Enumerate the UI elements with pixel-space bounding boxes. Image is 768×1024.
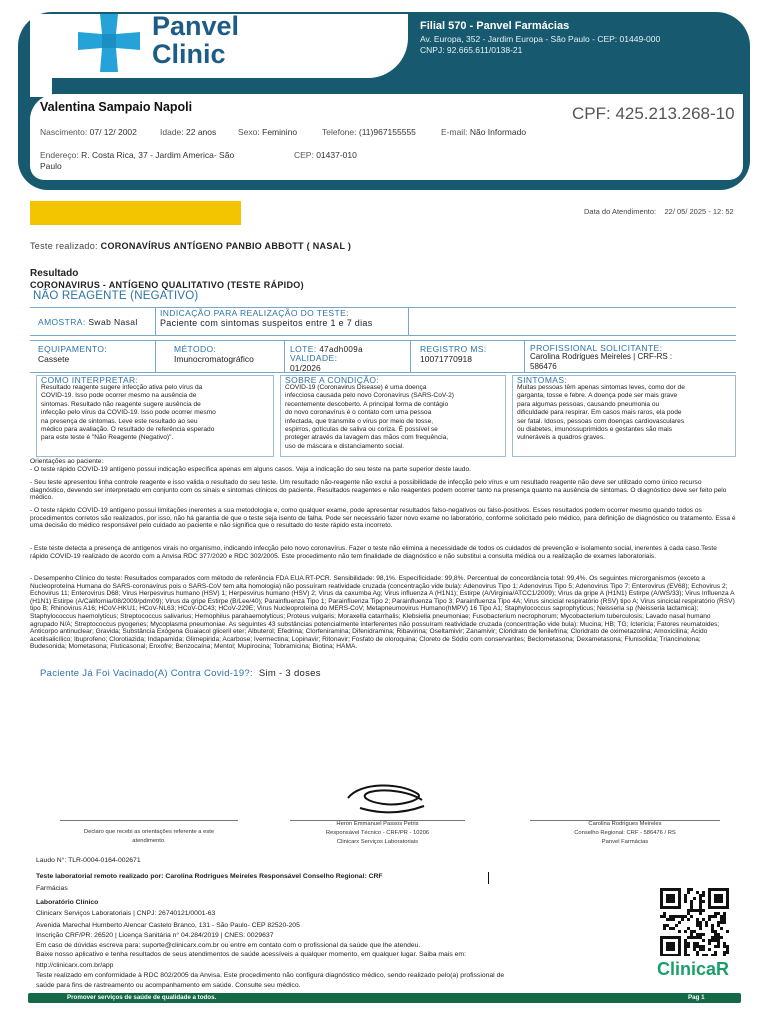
text-line: Muitas pessoas têm apenas sintomas leves, como dor de xyxy=(517,384,685,391)
filial-address: Av. Europa, 352 - Jardim Europa - São Paulo - CEP: 01449-000 xyxy=(420,34,661,44)
orientacoes-p3: - O teste rápido COVID-19 antígeno possui limitações inerentes a sua metodologia e, como qualquer exame, pode apresentar resultados falso-negativos ou falso-positivos. Esses resultados podem ocorrer mesmo quando todos os procedimentos corretos são realizados, por isso, não há garantia de que o teste seja isento de falha. Pode ser necessário fazer novo exame no laboratório, conforme solicitado pelo médico, para definição de diagnóstico ou tratamento. Essa é uma decisão do médico responsável pelo cuidado ao paciente e não significa que o resultado do teste rápido esta incorreto. xyxy=(30,507,736,530)
patient-cpf: CPF: 425.213.268-10 xyxy=(572,104,735,123)
logo-area-corner xyxy=(30,75,52,97)
validade-value: 01/2026 xyxy=(290,363,321,373)
qr-code-icon[interactable] xyxy=(660,888,730,956)
attendance-date: Data do Atendimento: 22/ 05/ 2025 - 12: 52 xyxy=(584,207,734,216)
indicacao-label: INDICAÇÃO PARA REALIZAÇÃO DO TESTE: xyxy=(160,308,349,318)
orientacoes-title: Orientações ao paciente: xyxy=(30,458,104,465)
text-cursor xyxy=(488,872,489,884)
interpretar-text xyxy=(41,384,271,443)
text-line: dificuldade para respirar. Em casos mais raros, ela pode xyxy=(517,409,682,417)
table-divider xyxy=(524,340,525,372)
lote-label: LOTE: 47adh009a xyxy=(290,344,363,354)
text-line: espirros, gotículas de saliva ou coriza. É possível se xyxy=(285,426,438,434)
page-number: Pag 1 xyxy=(688,994,705,1001)
lab-line-5: Baixe nosso aplicativo e tenha resultados de seus atendimentos de saúde acessíveis a qualquer momento, em qualquer lugar. Saiba mais em: xyxy=(36,951,466,958)
result-title: Resultado xyxy=(30,268,79,279)
equipamento-value: Cassete xyxy=(38,354,70,364)
text-line: infectada, que transmite o vírus por meio de tosse, xyxy=(285,417,434,425)
test-performed: Teste realizado: CORONAVÍRUS ANTÍGENO PANBIO ABBOTT ( NASAL ) xyxy=(30,241,352,251)
metodo-value: Imunocromatográfico xyxy=(174,354,254,364)
laudo-number: Laudo N°: TLR-0004-0164-002671 xyxy=(36,857,141,864)
orientacoes-p5: - Desempenho Clínico do teste: Resultados comparados com método de referência FDA EUA RT-PCR. Sensibilidade: 98,1%. Especificidade: 99,8%. Percentual de concordância total: 99,4%. Os seguintes microrganismos (exceto a Nucleoproteína Humana do SARS-coronavírus pois o SARS-CoV tem alta homologia) não possuíram reatividade cruzada (concentração vide bula): Adenovirus Tipo 1; Adenovirus Tipo 5; Adenovirus Tipo 7; Enterovirus (EV68); Echovirus 2; Echovirus 11; Enterovirus D68; Virus Herpesvirus humano (HSV) 1; Herpesvirus humano (HSV) 2; Virus da caxumba Ag; Virus influenza A (H1N1); Estirpe (A/Virginia/ATCC1/2009); Virus da gripe A (H1N1) Estirpe (A/WS/33); Virus Influenza A (H1N1) Estirpe (A/California/08/2009/pdm09); Virus da gripe Estirpe (B/Lee/40); Parainfluenza Tipo 1; Parainfluenza Tipo 2; Parainfluenza Tipo 3; Parainfluenza Tipo 4A; Virus sincicial respiratório (RSV) tipo A; Virus sincicial respiratório (RSV) tipo B; Rhinovirus A16; HCoV-HKU1; HCoV-NL63; HCoV-OC43; HCoV-229E; Virus Nucleoproteina do MERS-CoV; Metapneumovirus Humano(hMPV) 16 Tipo A1; Staphylococcus saprophyticus; Neisseria sp (Neisseria lactamica); Staphylococcus haemolyticus; Streptococcus salivarius; Hemophilus parahaemolyticus; Proteus vulgaris; Moraxella catarrhalis; Klebsiella pneumoniae; Fusobacterium necrophorum; Mycobacterium tuberculosis; Lavado nasal humano agrupado N/A; Streptococcus pyogenes; Mycoplasma pneumoniae. As seguintes 43 substâncias potencialmente interferentes não possuíram reatividade cruzada (concentração vide bula): Mucina; HB; TG; Icterícia; Fatores reumatoides; Anticorpo antinuclear; Gravida; Substância Exógena Guaiacol gliceril eter; Albuterol; Efedrina; Clorfeniramina; Difenidramina; Ribavirina; Oseltamivir; Zanamivir; Cloridrato de fenilefrina; Cloridrato de oximetazolina; Amoxicilina; Ácido acetilsalicílico; Ibuprofeno; Clorotiazida; Indapamida; Glimepirida; Acarbose; Ivermectina; Lopinavir; Ritonavir; Fosfato de oloroquina; Cloreto de Sódio com conservantes; Beclometasona; Dexametasona; Flunisolida; Triancinolona; Budesonida; Mometasona; Fluticasonal; Enxofre; Benzocaína; Mentol; Mupirocina; Tobramicina; Biotina; HAMA. xyxy=(30,575,735,651)
clinicarx-logo: ClinicaR xyxy=(657,959,730,979)
lab-line-3: Inscrição CRF/PR: 26520 | Licença Sanitária n° 04.284/2019 | CNES: 0029637 xyxy=(36,932,274,939)
table-rule xyxy=(30,335,736,336)
logo-line-1: Panvel xyxy=(152,11,240,41)
text-line: uso de máscara e distanciamento social. xyxy=(285,442,405,450)
sintomas-text xyxy=(517,384,735,443)
birth-field: Nascimento: 07/ 12/ 2002 xyxy=(40,127,137,137)
lab-line-7: Teste realizado em conformidade à RDC 802/2005 da Anvisa. Este procedimento não configura diagnóstico médico, sendo realizado pelo(a) profissional de xyxy=(36,972,505,979)
table-divider xyxy=(155,340,156,372)
text-line: ser fatal. Idosos, pessoas com doenças cardiovasculares xyxy=(517,417,685,425)
orientacoes-p1: - O teste rápido COVID-19 antígeno possui indicação específica apenas em alguns casos. Veja a indicação do seu teste na parte superior deste laudo. xyxy=(30,466,471,473)
equipamento-label: EQUIPAMENTO: xyxy=(38,344,108,354)
lab-line-1: Clinicarx Serviços Laboratoriais | CNPJ: 26740121/0001-63 xyxy=(36,910,216,917)
text-line: COVID-19 (Coronavirus Disease) é uma doença xyxy=(285,384,427,391)
orientacoes-p4: - Este teste detecta a presença de antígenos virais no organismo, indicando infecção pelo novo coronavírus. Fazer o teste não elimina a necessidade de todos os cuidados de prevenção e isolamento social, inerentes à cada caso.Teste rápido COVID-19 realizado de acordo com a Anvisa RDC 377/2020 e RDC 302/2005. Este procedimento não tem finalidade de diagnóstico e não substitui a consulta médica ou a realização de exames laboratoriais. xyxy=(30,545,717,560)
signature-scribble xyxy=(340,780,430,820)
text-line: proteger através da lavagem das mãos com frequência, xyxy=(285,434,449,442)
brand-logo-text xyxy=(152,12,239,68)
patient-name: Valentina Sampaio Napoli xyxy=(40,100,193,114)
signature-technician: Heron Emmanuel Passos Petris Responsável Técnico - CRF/PR - 10206 Clinicarx Serviços Laboratoriais xyxy=(325,821,430,845)
lab-line-4: Em caso de dúvidas escreva para: suporte@clinicarx.com.br ou entre em contato com o profissional da saúde que lhe atendeu. xyxy=(36,942,421,949)
table-divider xyxy=(284,340,285,372)
text-line: ou diabetes, imunossuprimidos e gestantes são mais xyxy=(517,426,673,434)
text-line: para este teste é "Não Reagente (Negativo)". xyxy=(41,434,174,442)
condicao-text xyxy=(285,384,505,451)
lab-line-2: Avenida Marechal Humberto Alencar Castelo Branco, 131 - São Paulo- CEP 82520-205 xyxy=(36,922,300,929)
email-field: E-mail: Não Informado xyxy=(441,127,527,137)
cep-field: CEP: 01437-010 xyxy=(294,150,357,160)
lab-line-6[interactable]: http://clinicarx.com.br/app xyxy=(36,962,114,969)
text-line: médico para avaliação. O resultado de referência esperado xyxy=(41,426,215,434)
text-line: do novo coronavírus é o contato com uma pessoa xyxy=(285,409,432,417)
logo-line-2: Clinic xyxy=(152,39,226,69)
table-divider xyxy=(155,307,156,335)
text-line: vulneráveis a quadros graves. xyxy=(517,434,605,442)
filial-title: Filial 570 - Panvel Farmácias xyxy=(420,20,570,32)
profissional-value-1: Carolina Rodrigues Meireles | CRF-RS : xyxy=(530,352,673,361)
text-line: para algumas pessoas, causando pneumonia ou xyxy=(517,400,660,408)
age-field: Idade: 22 anos xyxy=(160,127,217,137)
text-line: garganta, tosse e febre. A doença pode ser mais grave xyxy=(517,392,678,400)
lab-line-8: saúde para fins de rastreamento ou acompanhamento em saúde. Consulte seu médico. xyxy=(36,982,301,989)
table-divider xyxy=(408,307,409,335)
interpretar-title: COMO INTERPRETAR: xyxy=(41,375,139,385)
result-subtitle: CORONAVIRUS - ANTÍGENO QUALITATIVO (TESTE RÁPIDO) xyxy=(30,280,304,290)
signature-line xyxy=(60,820,238,821)
table-rule xyxy=(30,340,736,341)
remote-test-info: Teste laboratorial remoto realizado por: Carolina Rodrigues Meireles Responsável Conselho Regional: CRF xyxy=(36,873,383,880)
condicao-title: SOBRE A CONDIÇÃO: xyxy=(285,375,380,385)
vacinado-field: Paciente Já Foi Vacinado(A) Contra Covid-19?: Sim - 3 doses xyxy=(40,668,321,679)
filial-cnpj: CNPJ: 92.665.611/0138-21 xyxy=(420,45,523,55)
sex-field: Sexo: Feminino xyxy=(238,127,298,137)
text-line: infecção pelo vírus da COVID-19. Isso pode ocorrer mesmo xyxy=(41,409,216,417)
table-divider xyxy=(410,340,411,372)
text-line: sintomas. Resultado não reagente sugere ausência de xyxy=(41,400,201,408)
lab-title: Laboratório Clínico xyxy=(36,899,99,906)
phone-field: Telefone: (11)967155555 xyxy=(322,127,416,137)
highlight-block xyxy=(30,201,241,225)
text-line: infecciosa causada pelo novo Coronavírus (SARS-CoV-2) xyxy=(285,392,454,400)
profissional-label: PROFISSIONAL SOLICITANTE: xyxy=(530,343,663,353)
address-field: Endereço: R. Costa Rica, 37 - Jardim America- São Paulo xyxy=(40,150,235,171)
sintomas-title: SINTOMAS: xyxy=(517,375,568,385)
validade-label: VALIDADE: xyxy=(290,353,338,363)
indicacao-value: Paciente com sintomas suspeitos entre 1 e 7 dias xyxy=(160,318,373,328)
text-line: Resultado reagente sugere infecção ativa pelo vírus da xyxy=(41,384,203,391)
footer-slogan: Promover serviços de saúde de qualidade a todos. xyxy=(67,994,217,1001)
amostra-label: AMOSTRA: Swab Nasal xyxy=(38,317,138,327)
profissional-value-2: 586476 xyxy=(530,362,557,371)
text-line: recentemente descoberto. A principal forma de contágio xyxy=(285,400,449,408)
table-rule xyxy=(30,307,736,308)
text-line: COVID-19. Isso pode ocorrer mesmo na ausência de xyxy=(41,392,197,400)
signature-patient: Declaro que recebi as orientações referente a este atendimento. xyxy=(83,829,215,844)
remote-test-info-2: Farmácias xyxy=(36,885,68,892)
signature-pharmacist: Carolina Rodrigues Meireles Conselho Regional: CRF - 586476 / RS Panvel Farmácias xyxy=(574,821,676,845)
metodo-label: MÉTODO: xyxy=(174,344,217,354)
orientacoes-p2: - Seu teste apresentou linha controle reagente e isso valida o resultado do seu teste. Um resultado não-reagente não exclui a possibilidade de infecção pelo vírus e um resultado reagente não deve ser utilizado como único recurso diagnóstico, devendo ser interpretado em conjunto com os sinais e sintomas clínicos do paciente. Resultados reagentes e não reagentes podem ocorrer tanto na presença quanto na ausência de sintomas. O diagnóstico deve ser feito pelo médico. xyxy=(30,479,727,502)
table-rule xyxy=(30,372,736,373)
registro-value: 10071770918 xyxy=(420,354,473,364)
medical-plus-icon xyxy=(76,12,142,74)
registro-label: REGISTRO MS: xyxy=(420,344,487,354)
result-value: NÃO REAGENTE (NEGATIVO) xyxy=(33,290,199,302)
text-line: na presença de sintomas. Leve este resultado ao seu xyxy=(41,417,198,425)
